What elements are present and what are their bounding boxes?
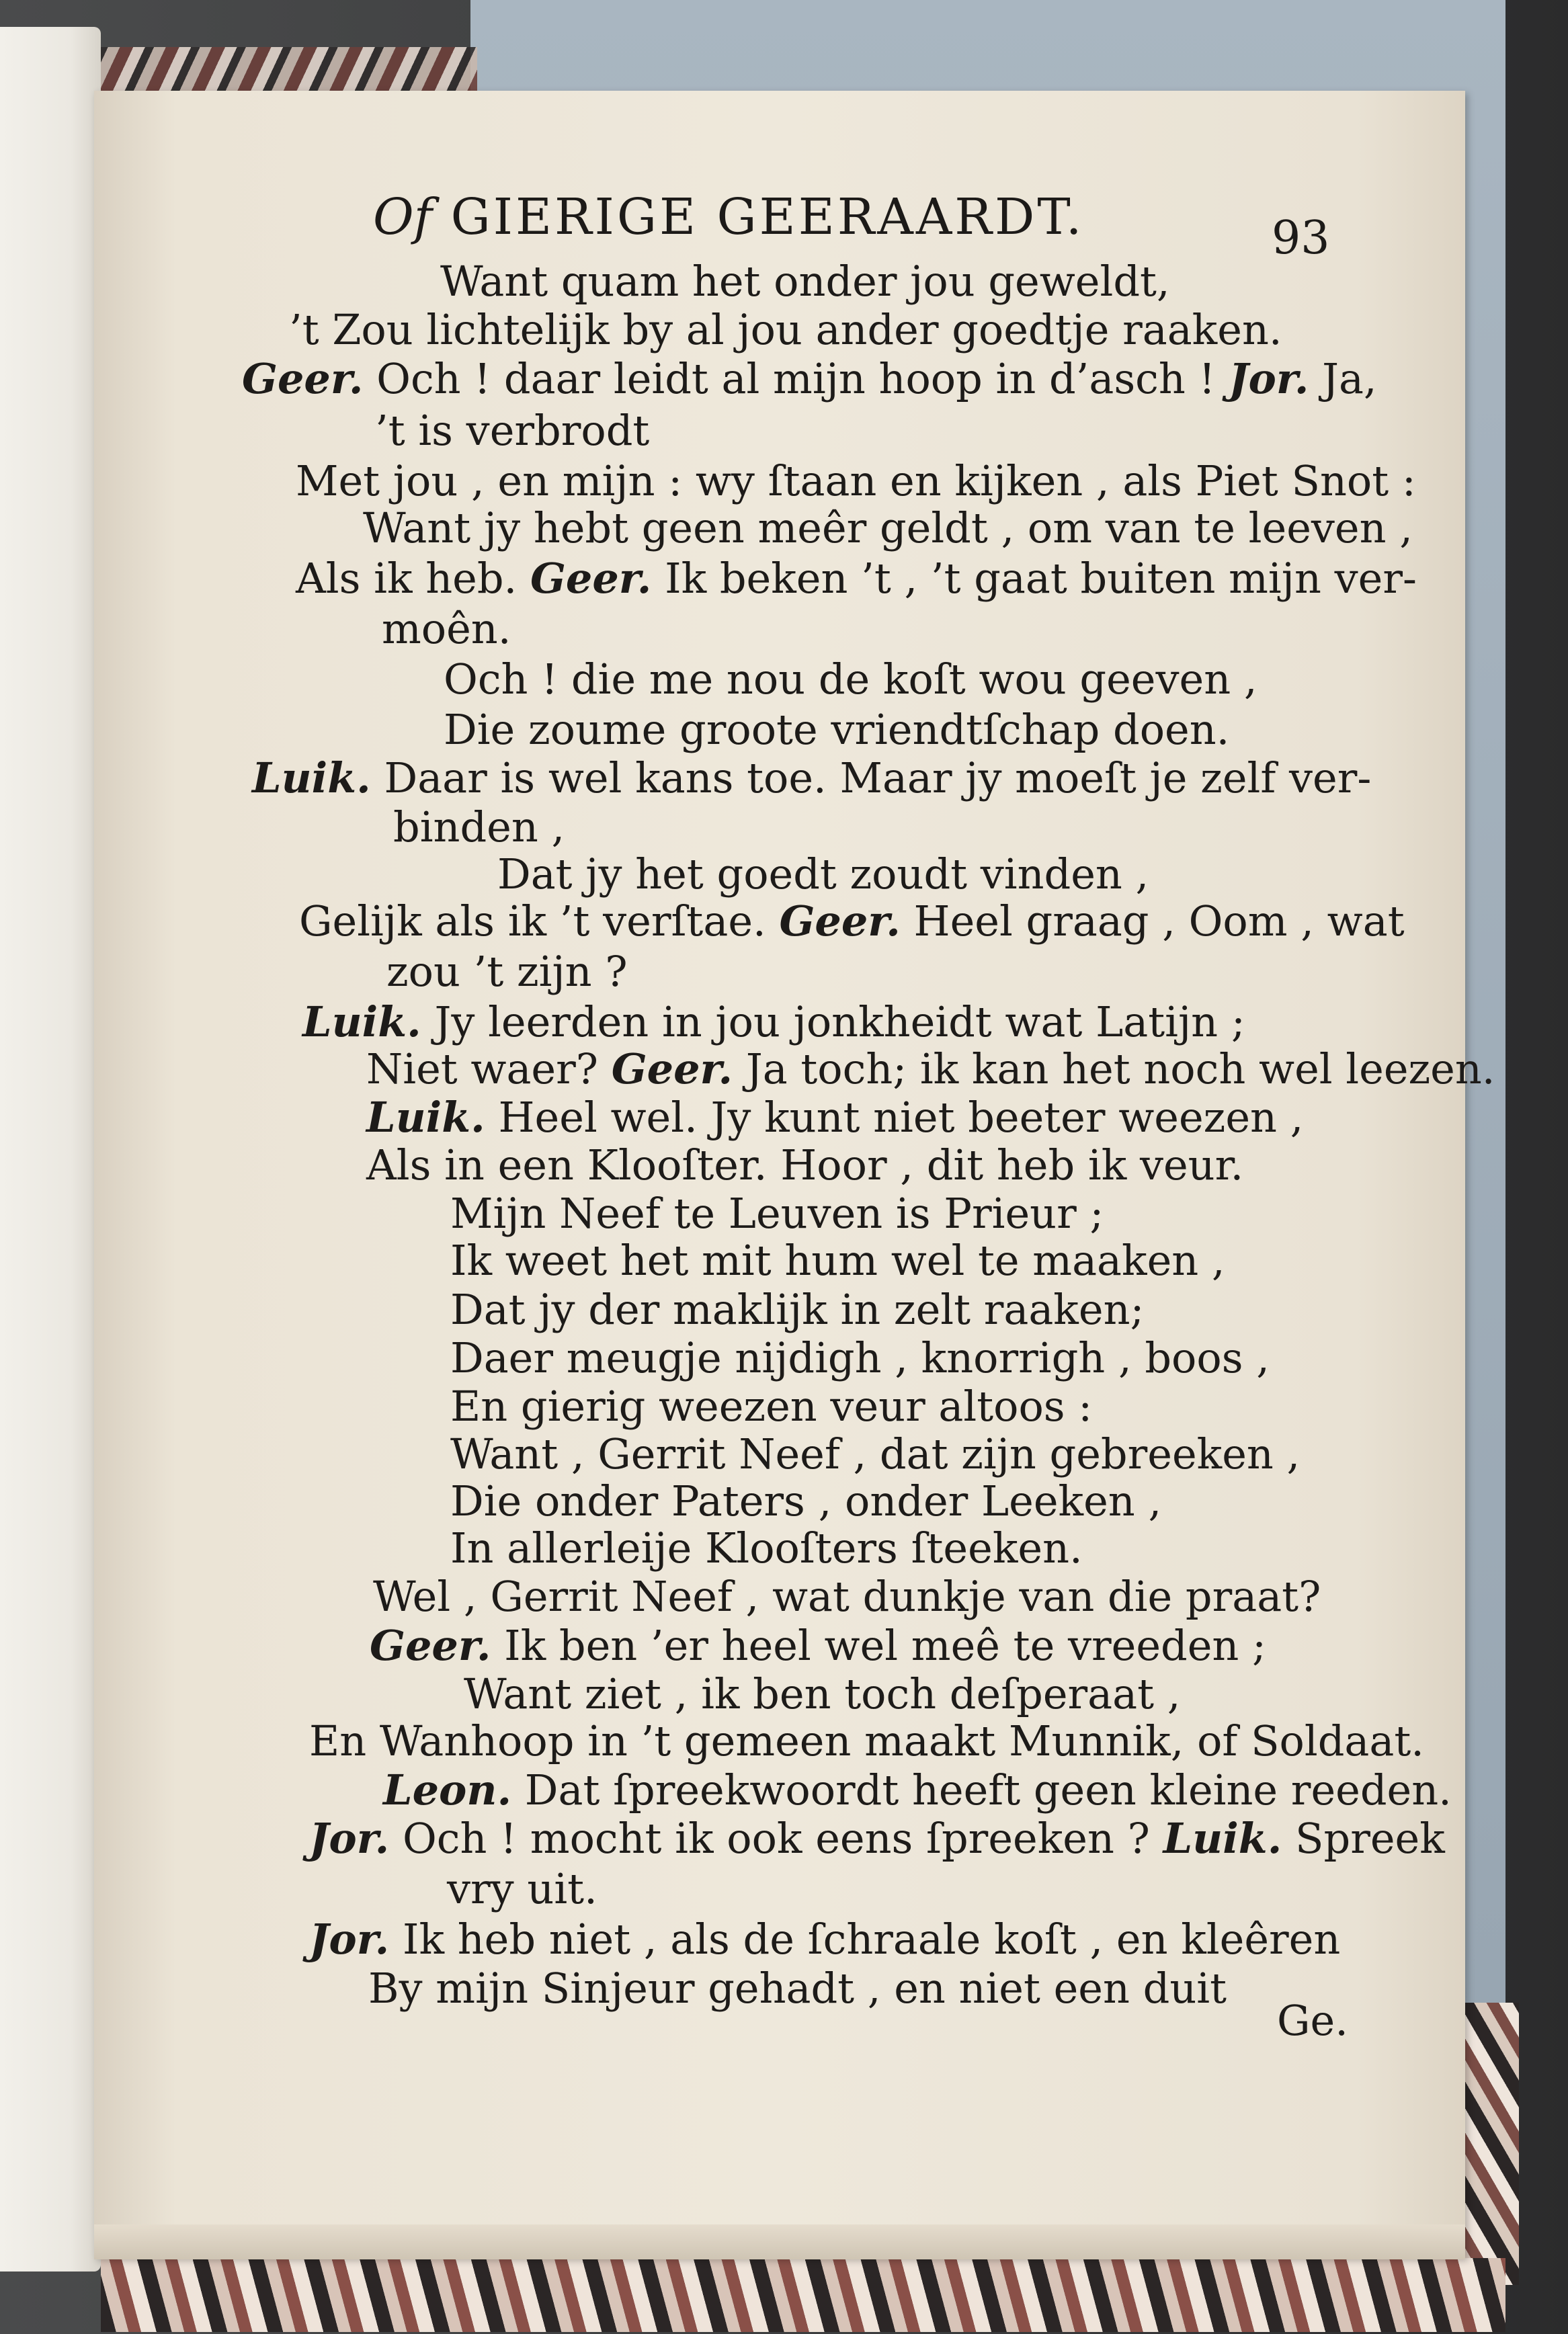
line-text: vry uit. bbox=[447, 1864, 597, 1913]
verse-line bbox=[444, 705, 1230, 754]
speaker-name: Geer. bbox=[779, 897, 901, 946]
verse-line bbox=[393, 802, 565, 851]
line-text: moên. bbox=[382, 604, 511, 653]
verse-line bbox=[447, 1864, 597, 1913]
line-text: Ik beken ’t , ’t gaat buiten mijn ver- bbox=[651, 554, 1417, 603]
verse-line bbox=[450, 1236, 1225, 1285]
verse-line bbox=[296, 456, 1416, 505]
speaker-name: Jor. bbox=[309, 1814, 390, 1863]
verse-line bbox=[366, 1140, 1244, 1190]
verse-line bbox=[450, 1333, 1270, 1382]
line-text: Mijn Neef te Leuven is Prieur ; bbox=[450, 1189, 1104, 1238]
marbled-cover-bottom bbox=[101, 2258, 1505, 2332]
speaker-name: Luik. bbox=[252, 753, 371, 802]
line-text: zou ’t zijn ? bbox=[386, 947, 628, 996]
speaker-name: Jor. bbox=[1229, 354, 1309, 403]
line-text: Want , Gerrit Neef , dat zijn gebreeken , bbox=[450, 1429, 1301, 1478]
verse-line bbox=[296, 554, 1417, 603]
speaker-name: Luik. bbox=[366, 1093, 485, 1142]
running-head bbox=[373, 188, 1084, 246]
verse-line bbox=[375, 406, 650, 455]
verse-line bbox=[289, 305, 1282, 354]
verse-line bbox=[450, 1382, 1093, 1431]
verse-line bbox=[386, 947, 628, 996]
verse-line bbox=[370, 1621, 1266, 1670]
line-text: Och ! die me nou de koſt wou geeven , bbox=[444, 655, 1257, 704]
verse-line bbox=[464, 1669, 1181, 1718]
line-text: Och ! mocht ik ook eens ſpreeken ? bbox=[389, 1814, 1163, 1863]
verse-line bbox=[368, 1964, 1227, 2013]
verse-line bbox=[366, 1093, 1304, 1142]
verse-line bbox=[450, 1285, 1145, 1334]
line-text: Ik ben ’er heel wel meê te vreeden ; bbox=[491, 1621, 1266, 1670]
line-text: Ik heb niet , als de ſchraale koſt , en kleêren bbox=[389, 1915, 1341, 1964]
verse-line bbox=[302, 997, 1245, 1046]
line-text: Spreek bbox=[1282, 1814, 1445, 1863]
line-text: Jy leerden in jou jonkheidt wat Latijn ; bbox=[421, 997, 1245, 1046]
speaker-name: Luik. bbox=[1163, 1814, 1282, 1863]
line-text: Want ziet , ik ben toch deſperaat , bbox=[464, 1669, 1181, 1718]
verse-line bbox=[309, 1915, 1341, 1964]
speaker-name: Geer. bbox=[530, 554, 652, 603]
verse-line bbox=[309, 1814, 1445, 1863]
verse-line bbox=[363, 503, 1413, 552]
verse-line bbox=[242, 354, 1377, 403]
verse-line bbox=[373, 1572, 1321, 1621]
speaker-name: Geer. bbox=[611, 1044, 733, 1093]
left-page-edge bbox=[0, 27, 101, 2272]
verse-line bbox=[497, 849, 1149, 899]
line-text: ’t Zou lichtelijk by al jou ander goedtje raaken. bbox=[289, 305, 1282, 354]
line-text: In allerleije Klooſters ſteeken. bbox=[450, 1524, 1083, 1573]
verse-line bbox=[450, 1429, 1301, 1478]
verse-line bbox=[450, 1524, 1083, 1573]
verse-line bbox=[383, 1765, 1452, 1815]
line-text: Heel wel. Jy kunt niet beeter weezen , bbox=[485, 1093, 1304, 1142]
verse-line bbox=[450, 1189, 1104, 1238]
line-text: Die onder Paters , onder Leeken , bbox=[450, 1476, 1162, 1526]
line-text: Ja toch; ik kan het noch wel leezen. bbox=[733, 1044, 1495, 1093]
verse-line bbox=[444, 655, 1257, 704]
line-text: By mijn Sinjeur gehadt , en niet een duit bbox=[368, 1964, 1227, 2013]
verse-line bbox=[309, 1716, 1424, 1765]
verse-line bbox=[299, 897, 1405, 946]
verse-line bbox=[382, 604, 511, 653]
line-text: Want jy hebt geen meêr geldt , om van te leeven , bbox=[363, 503, 1413, 552]
verse-line bbox=[450, 1476, 1162, 1526]
running-head-prefix: Of bbox=[373, 188, 433, 246]
speaker-name: Geer. bbox=[242, 354, 364, 403]
catchword: Ge. bbox=[1277, 1996, 1348, 2045]
line-text: Dat jy het goedt zoudt vinden , bbox=[497, 849, 1149, 899]
speaker-name: Leon. bbox=[383, 1765, 512, 1815]
line-text: Heel graag , Oom , wat bbox=[900, 897, 1405, 946]
marbled-cover-right bbox=[1458, 2003, 1519, 2285]
line-text: Gelijk als ik ’t verſtae. bbox=[299, 897, 780, 946]
line-text: binden , bbox=[393, 802, 565, 851]
running-head-title: GIERIGE GEERAARDT. bbox=[450, 188, 1085, 246]
verse-line bbox=[366, 1044, 1495, 1093]
line-text: Och ! daar leidt al mijn hoop in d’asch ! bbox=[363, 354, 1229, 403]
verse-line bbox=[440, 257, 1170, 306]
line-text: Niet waer? bbox=[366, 1044, 612, 1093]
line-text: Die zoume groote vriendtſchap doen. bbox=[444, 705, 1230, 754]
line-text: Daer meugje nijdigh , knorrigh , boos , bbox=[450, 1333, 1270, 1382]
speaker-name: Jor. bbox=[309, 1915, 390, 1964]
line-text: En gierig weezen veur altoos : bbox=[450, 1382, 1093, 1431]
line-text: Want quam het onder jou geweldt, bbox=[440, 257, 1170, 306]
speaker-name: Luik. bbox=[302, 997, 421, 1046]
line-text: Daar is wel kans toe. Maar jy moeſt je zelf ver- bbox=[370, 753, 1372, 802]
verse-line bbox=[252, 753, 1372, 802]
line-text: Wel , Gerrit Neef , wat dunkje van die praat? bbox=[373, 1572, 1321, 1621]
line-text: Als ik heb. bbox=[296, 554, 530, 603]
line-text: Met jou , en mijn : wy ſtaan en kijken , als Piet Snot : bbox=[296, 456, 1416, 505]
line-text: Dat jy der maklijk in zelt raaken; bbox=[450, 1285, 1145, 1334]
page-number: 93 bbox=[1272, 212, 1330, 265]
speaker-name: Geer. bbox=[370, 1621, 491, 1670]
line-text: Ja, bbox=[1309, 354, 1377, 403]
line-text: Ik weet het mit hum wel te maaken , bbox=[450, 1236, 1225, 1285]
line-text: ’t is verbrodt bbox=[375, 406, 650, 455]
line-text: Dat ſpreekwoordt heeft geen kleine reeden. bbox=[511, 1765, 1452, 1815]
line-text: Als in een Klooſter. Hoor , dit heb ik veur. bbox=[366, 1140, 1244, 1190]
line-text: En Wanhoop in ’t gemeen maakt Munnik, of Soldaat. bbox=[309, 1716, 1424, 1765]
page-bottom-edge bbox=[94, 2224, 1465, 2259]
